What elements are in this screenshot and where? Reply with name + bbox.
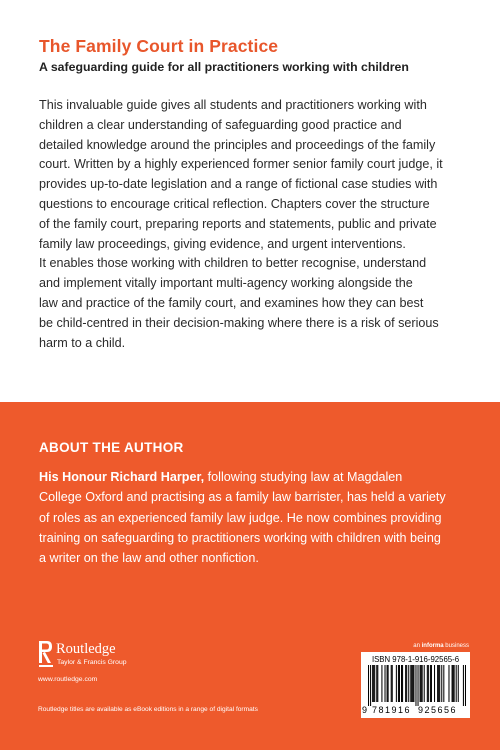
barcode-bar	[453, 665, 454, 702]
barcode-bar	[463, 665, 464, 706]
barcode-bar	[415, 665, 416, 706]
description-line: detailed knowledge around the principles and proceedings of the family	[39, 137, 436, 152]
barcode-bar	[405, 665, 406, 702]
about-author-heading: ABOUT THE AUTHOR	[39, 440, 184, 455]
barcode-bar	[381, 665, 382, 702]
barcode-bar	[434, 665, 435, 702]
barcode-digits-right: 925656	[418, 705, 458, 715]
barcode-bar	[456, 665, 457, 702]
description-line: This invaluable guide gives all students and practitioners working with	[39, 98, 427, 112]
author-bio-line: a writer on the law and other nonfiction.	[39, 551, 259, 566]
description-line: law and practice of the family court, and examines how they can best	[39, 295, 424, 310]
barcode-bar	[368, 665, 369, 706]
book-subtitle: A safeguarding guide for all practitioners working with children	[39, 60, 409, 74]
barcode-bar	[399, 665, 400, 702]
barcode-bar	[408, 665, 409, 702]
description-line: and implement vitally important multi-agency working alongside the	[39, 276, 413, 291]
publisher-website: www.routledge.com	[38, 676, 98, 683]
author-bio-line	[39, 467, 469, 487]
barcode-bar	[411, 665, 412, 702]
barcode-bar	[439, 665, 440, 702]
barcode-bar	[421, 665, 422, 702]
barcode-bar	[410, 665, 411, 702]
barcode-bar	[412, 665, 413, 702]
isbn-number: ISBN 978-1-916-92565-6	[371, 655, 460, 664]
routledge-r-icon	[38, 641, 54, 671]
barcode-bar	[401, 665, 402, 702]
barcode-bar	[398, 665, 399, 702]
barcode-bar	[374, 665, 375, 702]
barcode-bar	[443, 665, 444, 702]
informa-business-label	[394, 643, 469, 649]
author-name: His Honour Richard Harper,	[39, 470, 205, 484]
author-bio-line: training on safeguarding to practitioners working with children with being	[39, 530, 441, 545]
publisher-name: Routledge	[56, 641, 116, 657]
informa-prefix: an	[413, 643, 422, 649]
description-line: questions to encourage critical reflection. Chapters cover the structure	[39, 196, 430, 211]
barcode-bar	[465, 665, 466, 706]
description-line: children a clear understanding of safeguarding good practice and	[39, 117, 402, 132]
barcode-bar	[392, 665, 393, 702]
ebook-note: Routledge titles are available as eBook editions in a range of digital formats	[38, 706, 258, 713]
informa-brand: informa	[421, 643, 444, 649]
author-bio	[39, 467, 469, 568]
book-title: The Family Court in Practice	[39, 36, 279, 56]
description-line: court. Written by a highly experienced former senior family court judge, it	[39, 157, 443, 172]
barcode-bar	[437, 665, 438, 702]
barcode-digits-left: 781916	[372, 705, 412, 715]
description-line: of the family court, preparing reports and statements, public and private	[39, 216, 437, 231]
barcode-bar	[452, 665, 453, 702]
barcode-bar	[438, 665, 439, 702]
barcode-bar	[370, 665, 371, 706]
barcode	[361, 652, 470, 718]
barcode-bar	[385, 665, 386, 702]
barcode-bar	[418, 665, 419, 706]
barcode-bar	[373, 665, 374, 702]
barcode-bar	[458, 665, 459, 702]
barcode-bar	[413, 665, 414, 702]
informa-suffix: business	[443, 643, 469, 649]
barcode-digit-first: 9	[362, 705, 368, 715]
barcode-bar	[422, 665, 423, 702]
barcode-bar	[430, 665, 431, 702]
barcode-bar	[428, 665, 429, 702]
barcode-bar	[406, 665, 407, 702]
barcode-bar	[391, 665, 392, 702]
publisher-tagline: Taylor & Francis Group	[57, 659, 127, 666]
barcode-bar	[376, 665, 377, 702]
barcode-bar	[420, 665, 421, 702]
description-line: family law proceedings, giving evidence, and urgent interventions.	[39, 236, 406, 251]
barcode-bar	[388, 665, 389, 702]
barcode-bar	[441, 665, 442, 702]
description-line: be child-centred in their decision-making where there is a risk of serious	[39, 315, 439, 330]
barcode-bar	[431, 665, 432, 702]
barcode-bar	[448, 665, 449, 702]
barcode-bar	[396, 665, 397, 702]
book-description	[39, 96, 471, 353]
barcode-bar	[424, 665, 425, 702]
barcode-bar	[377, 665, 378, 702]
barcode-bar	[427, 665, 428, 702]
description-line: harm to a child.	[39, 335, 126, 350]
barcode-bar	[402, 665, 403, 702]
author-bio-line: College Oxford and practising as a family law barrister, has held a variety	[39, 490, 446, 505]
barcode-bar	[454, 665, 455, 702]
barcode-bar	[387, 665, 388, 702]
author-bio-fragment: following studying law at Magdalen	[204, 470, 403, 484]
author-bio-line: of roles as an experienced family law judge. He now combines providing	[39, 510, 442, 525]
barcode-bars	[368, 665, 466, 706]
description-line: provides up-to-date legislation and a range of fictional case studies with	[39, 177, 438, 192]
barcode-bar	[372, 665, 373, 702]
description-line: It enables those working with children to better recognise, understand	[39, 256, 427, 271]
